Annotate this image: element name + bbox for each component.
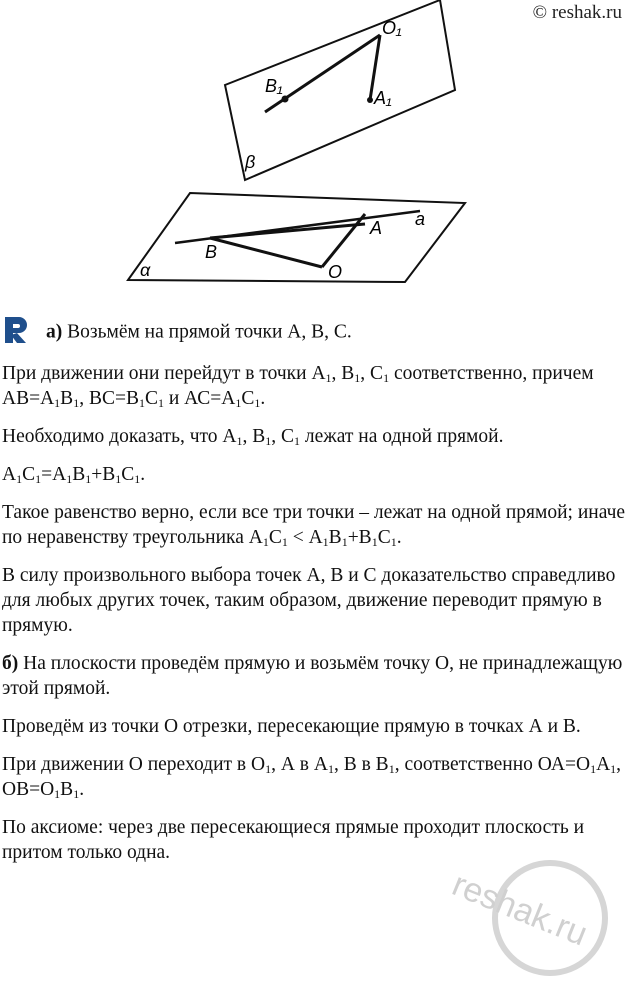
paragraph-to-prove: Необходимо доказать, что $А_1$, $В_1$, $С_1$ лежат на одной прямой. bbox=[2, 426, 504, 448]
label-line-a: a bbox=[415, 209, 426, 229]
point-b1 bbox=[282, 96, 289, 103]
paragraph-equation: $А_1С_1=А_1В_1+В_1С_1$. bbox=[2, 464, 146, 486]
label-a1: A₁ bbox=[374, 88, 392, 108]
paragraph-movement: При движении они перейдут в точки $А_1$, $В_1$, $С_1$ соответственно, причем $АВ=А_1В_1$, $ВС=В_1С_1$ и $АС=А_1С_1$. bbox=[2, 363, 594, 410]
paragraph-segments: Проведём из точки О отрезки, пересекающие прямую в точках А и В. bbox=[2, 716, 581, 737]
watermark-circle-icon bbox=[495, 863, 605, 973]
label-A: A bbox=[370, 218, 383, 238]
paragraph-conclusion-a: В силу произвольного выбора точек А, В и С доказательство справедливо для любых других точек, таким образом, движение переводит прямую в прямую. bbox=[2, 565, 616, 636]
segment-b-a bbox=[210, 224, 365, 238]
paragraph-movement-b: При движении О переходит в $О_1$, А в $А_1$, В в $В_1$, соответственно $ОА=О_1А_1$, $ОВ=О_1В_1$. bbox=[2, 754, 622, 801]
paragraph-a-intro: а) Возьмём на прямой точки А, В, С. bbox=[2, 318, 626, 348]
geometry-figure bbox=[110, 0, 510, 300]
site-watermark: © reshak.ru bbox=[532, 2, 622, 23]
label-beta: β bbox=[245, 152, 256, 172]
watermark-text: reshak.ru bbox=[447, 865, 593, 954]
paragraph-axiom: По аксиоме: через две пересекающиеся прямые проходит плоскость и притом только одна. bbox=[2, 817, 585, 863]
plane-beta bbox=[225, 0, 455, 180]
label-b1: B₁ bbox=[265, 76, 283, 96]
paragraph-triangle-inequality: Такое равенство верно, если все три точки – лежат на одной прямой; иначе по неравенству треугольника $А_1С_1 < А_1В_1+В_1С_1$. bbox=[2, 502, 626, 549]
label-alpha: α bbox=[140, 260, 151, 280]
label-B: B bbox=[205, 242, 218, 262]
label-o1: O₁ bbox=[382, 18, 402, 38]
label-O: O bbox=[328, 262, 343, 282]
solution-text bbox=[2, 318, 626, 865]
paragraph-b-intro: б) На плоскости проведём прямую и возьмём точку О, не принадлежащую этой прямой. bbox=[2, 653, 623, 699]
segment-b-o bbox=[210, 238, 322, 267]
reshak-logo-icon bbox=[2, 315, 32, 345]
plane-alpha bbox=[128, 193, 465, 282]
point-a1 bbox=[367, 97, 373, 103]
